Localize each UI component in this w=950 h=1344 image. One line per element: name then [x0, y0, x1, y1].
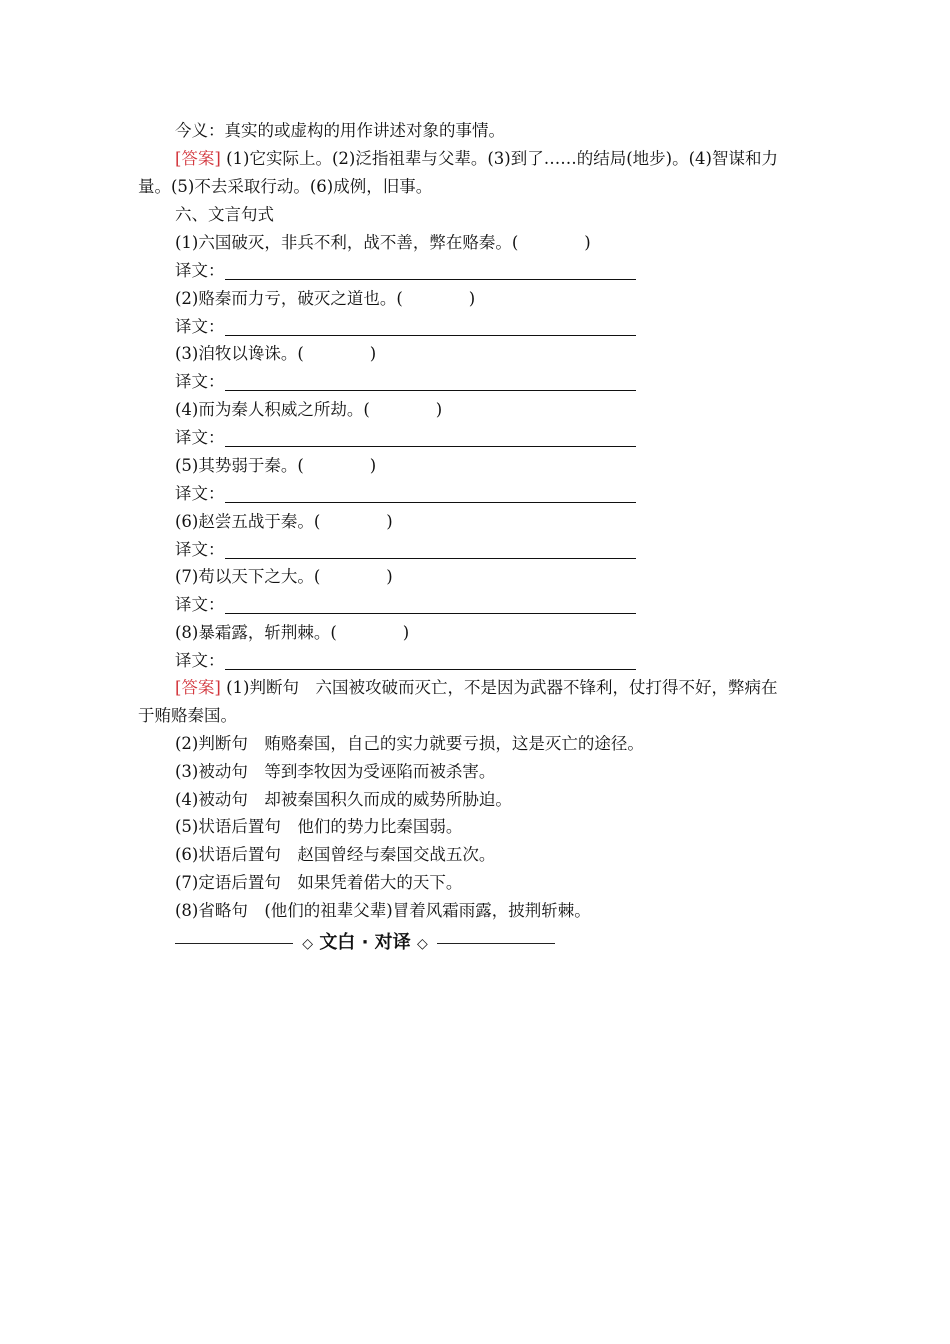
section-banner — [175, 930, 555, 956]
translation-row — [175, 316, 636, 338]
translation-row — [175, 427, 636, 449]
translation-label: 译文： — [175, 428, 225, 447]
translation-label: 译文： — [175, 540, 225, 559]
translation-blank[interactable] — [225, 261, 636, 280]
answer-item: (3)被动句 等到李牧因为受诬陷而被杀害。 — [175, 762, 496, 781]
translation-blank[interactable] — [225, 372, 636, 391]
answer-paragraph-1-line-1 — [175, 148, 778, 170]
question-item: (4)而为秦人积威之所劫。( ) — [175, 400, 443, 419]
banner-text: 文白 · 对译 — [319, 932, 411, 953]
banner-title — [175, 930, 555, 957]
translation-row — [175, 371, 636, 393]
translation-blank[interactable] — [225, 651, 636, 670]
diamond-icon: ◇ — [302, 936, 314, 952]
answer-item: (7)定语后置句 如果凭着偌大的天下。 — [175, 873, 463, 892]
section-heading: 六、文言句式 — [175, 205, 274, 224]
translation-row — [175, 483, 636, 505]
translation-blank[interactable] — [225, 540, 636, 559]
question-item: (5)其势弱于秦。( ) — [175, 456, 377, 475]
translation-row — [175, 650, 636, 672]
answer-item: (5)状语后置句 他们的势力比秦国弱。 — [175, 817, 463, 836]
answer-tag: [答案] — [175, 678, 221, 697]
answer-text: (1)它实际上。(2)泛指祖辈与父辈。(3)到了……的结局(地步)。(4)智谋和力 — [226, 149, 778, 168]
answer-item: (2)判断句 贿赂秦国，自己的实力就要亏损，这是灭亡的途径。 — [175, 734, 644, 753]
translation-label: 译文： — [175, 595, 225, 614]
translation-label: 译文： — [175, 372, 225, 391]
translation-label: 译文： — [175, 651, 225, 670]
translation-label: 译文： — [175, 261, 225, 280]
answer-paragraph-1-line-2: 量。(5)不去采取行动。(6)成例，旧事。 — [138, 177, 433, 196]
translation-label: 译文： — [175, 317, 225, 336]
answer-item: (4)被动句 却被秦国积久而成的威势所胁迫。 — [175, 790, 512, 809]
question-item: (7)苟以天下之大。( ) — [175, 567, 393, 586]
question-item: (1)六国破灭，非兵不利，战不善，弊在赂秦。( ) — [175, 233, 591, 252]
diamond-icon: ◇ — [416, 936, 428, 952]
answer-paragraph-2-line-1 — [175, 677, 778, 699]
translation-row — [175, 260, 636, 282]
answer-text: (1)判断句 六国被攻破而灭亡，不是因为武器不锋利，仗打得不好，弊病在 — [226, 678, 778, 697]
question-item: (8)暴霜露，斩荆棘。( ) — [175, 623, 410, 642]
question-item: (6)赵尝五战于秦。( ) — [175, 512, 393, 531]
translation-row — [175, 539, 636, 561]
translation-blank[interactable] — [225, 428, 636, 447]
question-item: (3)洎牧以谗诛。( ) — [175, 344, 377, 363]
answer-item: (8)省略句 (他们的祖辈父辈)冒着风霜雨露，披荆斩棘。 — [175, 901, 591, 920]
question-item: (2)赂秦而力亏，破灭之道也。( ) — [175, 289, 476, 308]
answer-tag: [答案] — [175, 149, 221, 168]
intro-line: 今义：真实的或虚构的用作讲述对象的事情。 — [175, 121, 505, 140]
translation-blank[interactable] — [225, 595, 636, 614]
answer-item: (6)状语后置句 赵国曾经与秦国交战五次。 — [175, 845, 496, 864]
answer-paragraph-2-line-2: 于贿赂秦国。 — [138, 706, 237, 725]
translation-label: 译文： — [175, 484, 225, 503]
translation-row — [175, 594, 636, 616]
translation-blank[interactable] — [225, 484, 636, 503]
translation-blank[interactable] — [225, 317, 636, 336]
